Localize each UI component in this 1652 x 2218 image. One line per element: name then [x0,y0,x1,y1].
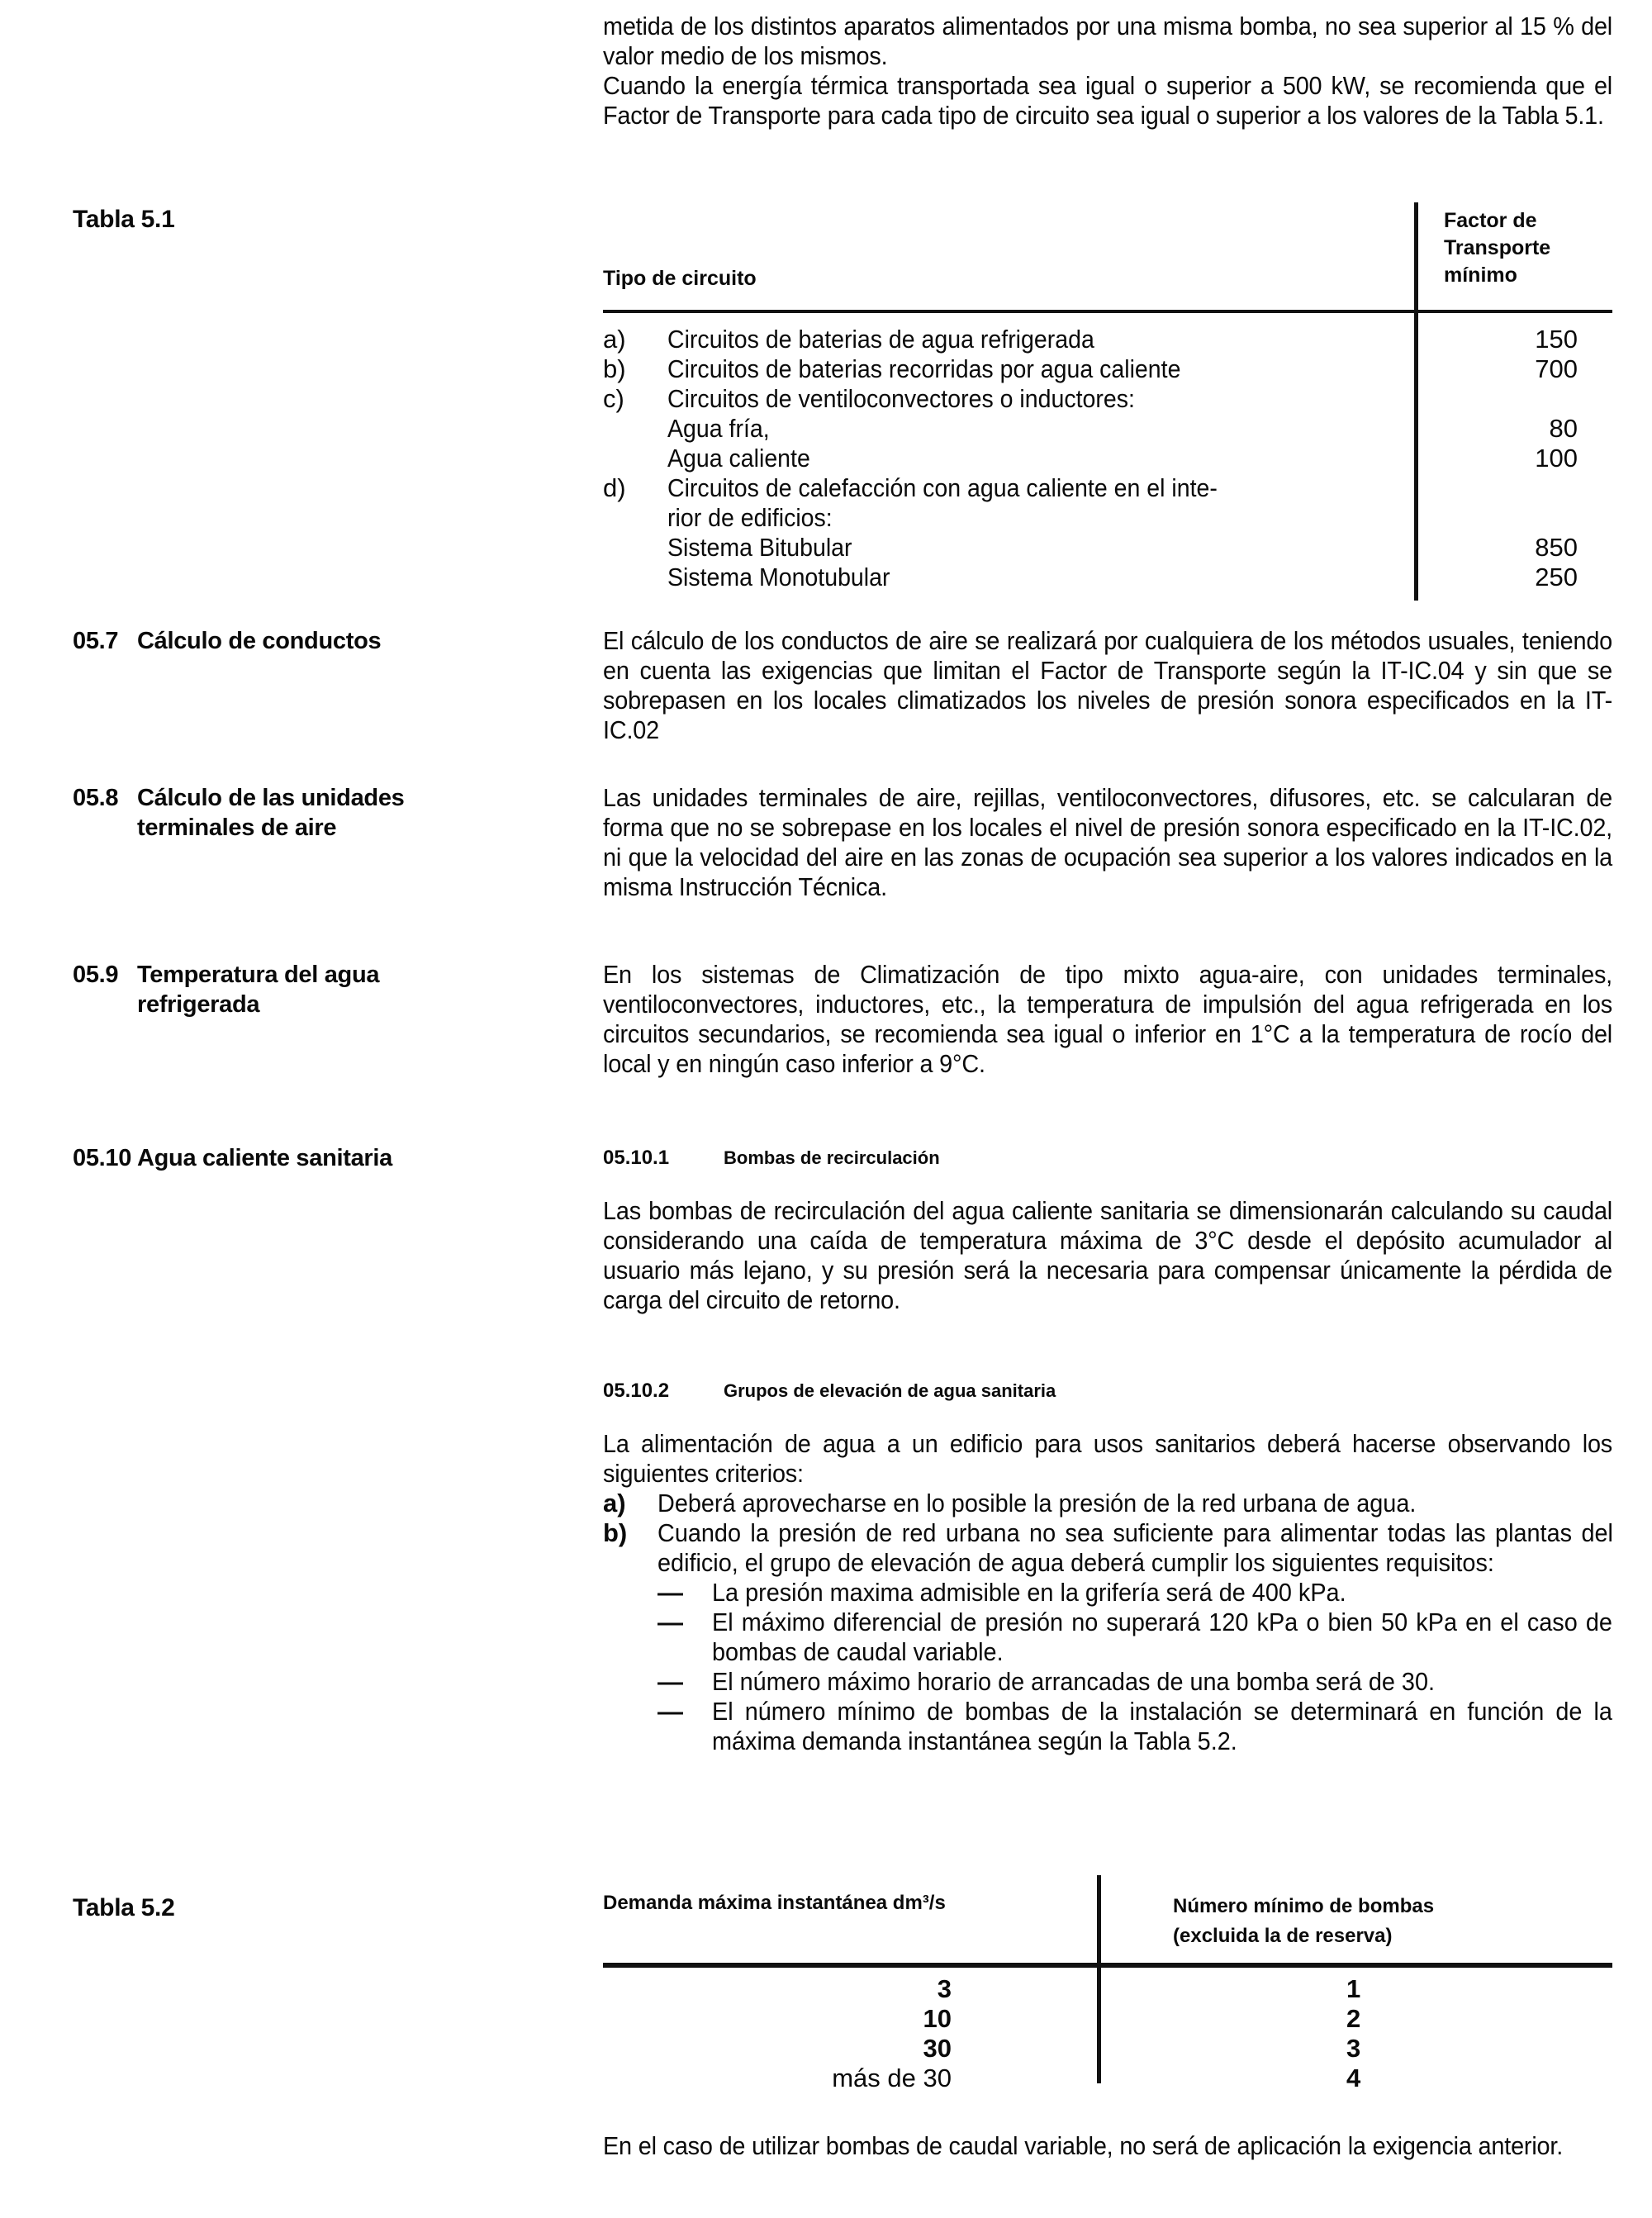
dash-bullet-icon: — [657,1608,683,1636]
table-body [603,1974,1612,2093]
list-item: — El número máximo horario de arrancadas de una bomba será de 30. [657,1667,1436,1696]
subsection-05-10-2 [603,1380,1612,1403]
table-5-2-caption: Tabla 5.2 [73,1894,175,1921]
section-body-05-8: Las unidades terminales de aire, rejillas, ventiloconvectores, difusores, etc. se calcularan de forma que no se sobrepase en los locales el nivel de presión sonora especificado en la IT-IC.02, ni que la velocidad del aire en las zonas de ocupación sea superior a los valores indicados en la misma Instrucción Técnica. [603,783,1613,901]
table-row: 10 2 [923,2004,1361,2033]
table-row: b) Circuitos de baterias recorridas por agua caliente 700 [603,354,1578,383]
table-row: a) Circuitos de baterias de agua refrigerada 150 [603,325,1578,354]
intro-block [603,12,1612,131]
table-row: Agua fría, 80 [667,414,1578,443]
criteria-list [603,1489,1612,1756]
table-row: Sistema Monotubular 250 [667,563,1578,591]
list-item: — El máximo diferencial de presión no superará 120 kPa o bien 50 kPa en el caso de bombas de caudal variable. [657,1608,1612,1666]
criteria-intro: La alimentación de agua a un edificio para usos sanitarios deberá hacerse observando los siguientes criterios: [603,1429,1613,1488]
subsection-body-05-10-2 [603,1429,1612,1756]
table-row: d) Circuitos de calefacción con agua caliente en el inte- [603,473,1218,502]
dash-bullet-icon: — [657,1697,683,1726]
section-heading-05-8: 05.8 Cálculo de las unidades terminales de aire [73,785,405,841]
list-item: — El número mínimo de bombas de la instalación se determinará en función de la máxima demanda instantánea según la Tabla 5.2. [657,1697,1612,1755]
subsection-body-05-10-1: Las bombas de recirculación del agua caliente sanitaria se dimensionarán calculando su caudal considerando una caída de temperatura máxima de 3°C desde el depósito acumulador al usuario más lejano, y su presión será la necesaria para compensar únicamente la pérdida de carga del circuito de retorno. [603,1196,1613,1314]
list-item: — La presión maxima admisible en la grifería será de 400 kPa. [657,1578,1346,1607]
table-row: Sistema Bitubular 850 [667,533,1578,562]
table-row: 30 3 [923,2034,1361,2063]
intro-paragraph-2: Cuando la energía térmica transportada sea igual o superior a 500 kW, se recomienda que el Factor de Transporte para cada tipo de circuito sea igual o superior a los valores de la Tabla 5.1. [603,71,1613,130]
section-body-05-7: El cálculo de los conductos de aire se realizará por cualquiera de los métodos usuales, teniendo en cuenta las exigencias que limitan el Factor de Transporte según la IT-IC.04 y sin que se sobrepasen en los locales climatizados los niveles de presión sonora especificados en la IT-IC.02 [603,626,1613,744]
intro-paragraph-1: metida de los distintos aparatos alimentados por una misma bomba, no sea superior al 15 % del valor medio de los mismos. [603,12,1613,70]
table-header-tipo: Tipo de circuito [603,267,757,290]
section-heading-05-9: 05.9 Temperatura del agua refrigerada [73,962,380,1018]
subsection-heading-05-10-1: 05.10.1 Bombas de recirculación [603,1147,940,1169]
dash-bullet-icon: — [657,1667,683,1696]
requirements-list [657,1578,1612,1756]
section-body-05-9: En los sistemas de Climatización de tipo mixto agua-aire, con unidades terminales, ventiloconvectores, inductores, etc., la temperatura de impulsión del agua refrigerada en los circuitos secundarios, se recomienda sea igual o inferior en 1°C a la temperatura de rocío del local y en ningún caso inferior a 9°C. [603,960,1613,1078]
subsection-heading-05-10-2: 05.10.2 Grupos de elevación de agua sanitaria [603,1380,1056,1402]
table-row: rior de edificios: [667,503,833,532]
table-row: Agua caliente 100 [667,444,1578,473]
section-heading-05-10: 05.10 Agua caliente sanitaria [73,1145,392,1171]
table-header-factor: Factor de Transporte mínimo [1444,209,1551,287]
table-divider-horizontal [603,1963,1612,1968]
table-row: 3 1 [937,1974,1361,2003]
table-row: c) Circuitos de ventiloconvectores o inductores: [603,384,1135,413]
dash-bullet-icon: — [657,1578,683,1607]
subsection-05-10-1 [603,1147,1612,1170]
table-body [603,325,1612,592]
table-5-2 [603,1883,1612,2092]
list-item: b) Cuando la presión de red urbana no sea suficiente para alimentar todas las plantas del edificio, el grupo de elevación de agua deberá cumplir los siguientes requisitos: — La presión maxima admisible en la grifería será de 400 kPa. — El máximo diferencial de presión no superará 120 kPa o bien 50 kPa en el caso de bombas de caudal variable. — El número máximo horario de arrancadas de una bomba será de 30. — El número mínimo de bombas de la instalación se determinará en función de la máxima demanda instantánea según la Tabla 5.2. [603,1518,1613,1755]
table-header-demanda: Demanda máxima instantánea dm³/s [603,1892,946,1914]
table-5-1-caption: Tabla 5.1 [73,206,175,233]
closing-paragraph: En el caso de utilizar bombas de caudal variable, no será de aplicación la exigencia anterior. [603,2131,1564,2160]
section-heading-05-7: 05.7 Cálculo de conductos [73,628,382,654]
list-item: a) Deberá aprovecharse en lo posible la presión de la red urbana de agua. [603,1489,1417,1517]
table-divider-horizontal [603,310,1612,313]
table-header-bombas: Número mínimo de bombas (excluida la de reserva) [1173,1895,1435,1947]
table-row: más de 30 4 [832,2064,1361,2092]
